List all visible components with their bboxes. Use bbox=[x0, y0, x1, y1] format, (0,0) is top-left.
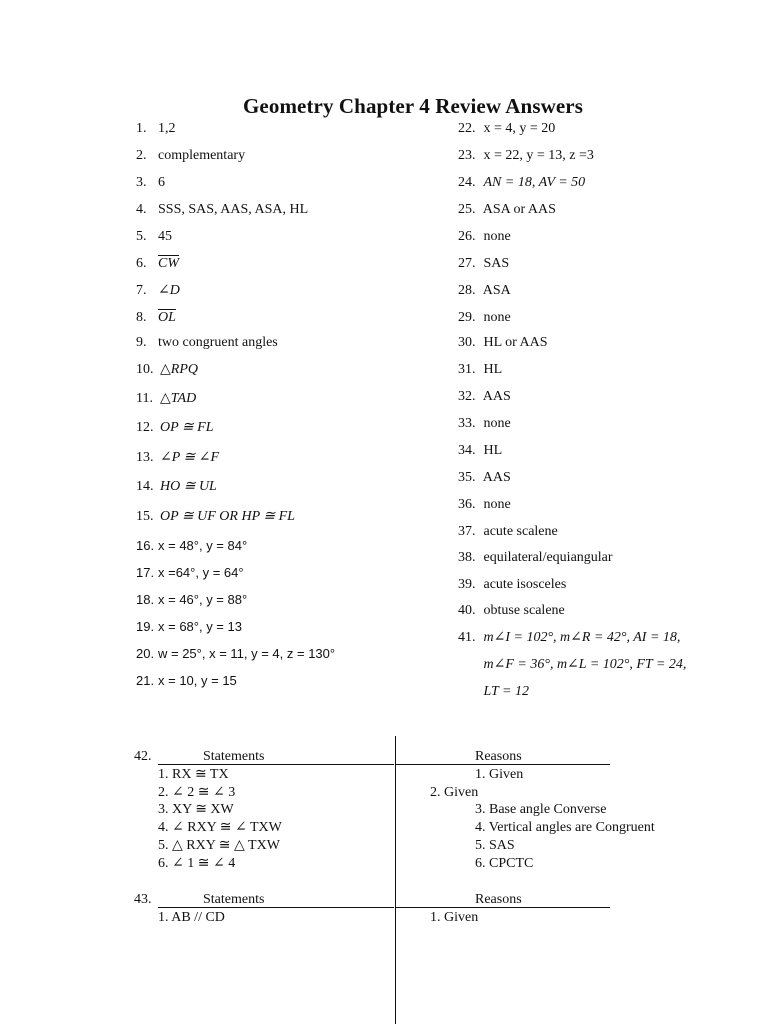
proof-42-statement-3: 3. XY ≅ XW bbox=[158, 802, 234, 817]
proof-43-reason-1: 1. Given bbox=[430, 910, 479, 925]
proof-42-reason-3: 3. Base angle Converse bbox=[475, 802, 607, 817]
proof-43-reasons-rule bbox=[396, 907, 610, 908]
answer-9: 9. two congruent angles bbox=[136, 335, 278, 350]
answer-5: 5. 45 bbox=[136, 229, 172, 244]
answer-22: 22. x = 4, y = 20 bbox=[458, 121, 556, 136]
answer-24: 24. AN = 18, AV = 50 bbox=[458, 175, 586, 190]
answer-27: 27. SAS bbox=[458, 256, 510, 271]
proof-43-statements-header: Statements bbox=[203, 892, 265, 907]
proof-42-statement-1: 1. RX ≅ TX bbox=[158, 767, 229, 782]
answer-35: 35. AAS bbox=[458, 470, 511, 485]
proof-42-statements-rule bbox=[158, 764, 394, 765]
proof-43-number: 43. bbox=[134, 892, 152, 907]
answer-32: 32. AAS bbox=[458, 389, 511, 404]
answer-41-line-3: LT = 12 bbox=[483, 684, 529, 699]
answer-26: 26. none bbox=[458, 229, 511, 244]
answer-11: 11. △TAD bbox=[136, 391, 197, 406]
answer-23: 23. x = 22, y = 13, z =3 bbox=[458, 148, 594, 163]
answer-41-line-2: m∠F = 36°, m∠L = 102°, FT = 24, bbox=[483, 657, 687, 672]
proof-42-reason-5: 5. SAS bbox=[475, 838, 515, 853]
answer-20: 20. w = 25°, x = 11, y = 4, z = 130° bbox=[136, 646, 336, 661]
answer-13: 13. ∠P ≅ ∠F bbox=[136, 450, 220, 465]
answer-37: 37. acute scalene bbox=[458, 524, 558, 539]
proof-42-statement-6: 6. ∠ 1 ≅ ∠ 4 bbox=[158, 856, 236, 871]
answer-3: 3. 6 bbox=[136, 175, 165, 190]
proof-42-statement-4: 4. ∠ RXY ≅ ∠ TXW bbox=[158, 820, 282, 835]
answer-33: 33. none bbox=[458, 416, 511, 431]
proof-42-reason-6: 6. CPCTC bbox=[475, 856, 534, 871]
proof-divider bbox=[395, 736, 396, 1024]
answer-38: 38. equilateral/equiangular bbox=[458, 550, 613, 565]
answer-1: 1. 1,2 bbox=[136, 121, 176, 136]
answer-29: 29. none bbox=[458, 310, 511, 325]
answer-34: 34. HL bbox=[458, 443, 503, 458]
answer-17: 17. x =64°, y = 64° bbox=[136, 565, 244, 580]
answer-40: 40. obtuse scalene bbox=[458, 603, 565, 618]
proof-42-reason-1: 1. Given bbox=[475, 767, 524, 782]
answer-21: 21. x = 10, y = 15 bbox=[136, 673, 237, 688]
proof-42-statement-2: 2. ∠ 2 ≅ ∠ 3 bbox=[158, 785, 236, 800]
answer-2: 2. complementary bbox=[136, 148, 246, 163]
answer-36: 36. none bbox=[458, 497, 511, 512]
answer-25: 25. ASA or AAS bbox=[458, 202, 556, 217]
answer-31: 31. HL bbox=[458, 362, 503, 377]
answer-8: 8. $\overline{OL}$ bbox=[136, 310, 176, 325]
page-title: Geometry Chapter 4 Review Answers bbox=[242, 94, 583, 118]
answer-30: 30. HL or AAS bbox=[458, 335, 548, 350]
answer-16: 16. x = 48°, y = 84° bbox=[136, 538, 248, 553]
proof-42-statement-5: 5. △ RXY ≅ △ TXW bbox=[158, 838, 280, 853]
proof-42-reason-2: 2. Given bbox=[430, 785, 479, 800]
answer-14: 14. HO ≅ UL bbox=[136, 479, 217, 494]
answer-19: 19. x = 68°, y = 13 bbox=[136, 619, 242, 634]
answer-6: 6. $\overline{CW}$ bbox=[136, 256, 179, 271]
proof-42-reasons-rule bbox=[396, 764, 610, 765]
answer-12: 12. OP ≅ FL bbox=[136, 420, 214, 435]
answer-28: 28. ASA bbox=[458, 283, 511, 298]
proof-42-reason-4: 4. Vertical angles are Congruent bbox=[475, 820, 655, 835]
answer-18: 18. x = 46°, y = 88° bbox=[136, 592, 248, 607]
answer-15: 15. OP ≅ UF OR HP ≅ FL bbox=[136, 509, 295, 524]
proof-42-reasons-header: Reasons bbox=[475, 749, 522, 764]
proof-43-statement-1: 1. AB // CD bbox=[158, 910, 225, 925]
answer-4: 4. SSS, SAS, AAS, ASA, HL bbox=[136, 202, 309, 217]
answer-7: 7. ∠D bbox=[136, 283, 180, 298]
proof-42-statements-header: Statements bbox=[203, 749, 265, 764]
proof-43-reasons-header: Reasons bbox=[475, 892, 522, 907]
answer-10: 10. △RPQ bbox=[136, 362, 198, 377]
answer-41: 41. m∠I = 102°, m∠R = 42°, AI = 18, bbox=[458, 630, 681, 645]
answer-39: 39. acute isosceles bbox=[458, 577, 567, 592]
proof-42-number: 42. bbox=[134, 749, 152, 764]
proof-43-statements-rule bbox=[158, 907, 394, 908]
